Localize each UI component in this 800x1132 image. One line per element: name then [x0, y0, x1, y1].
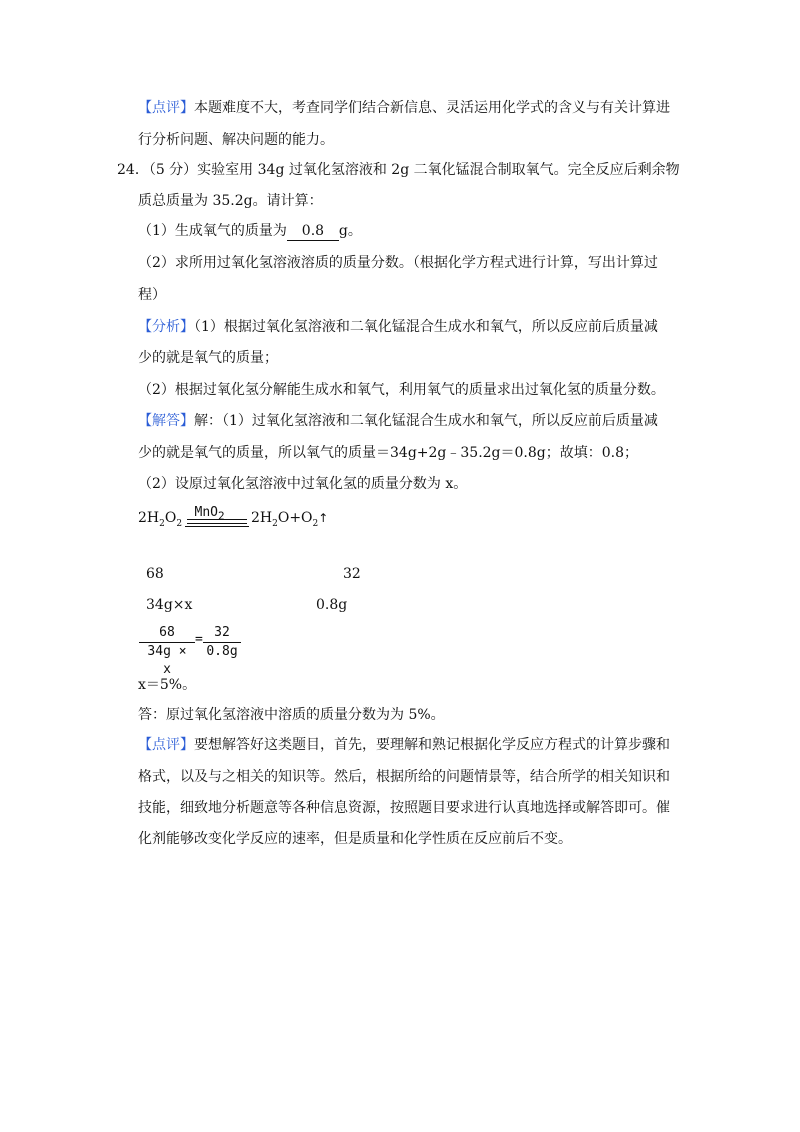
proportion-fraction-left: [139, 624, 195, 679]
molar-mass-o2: 32: [343, 566, 361, 582]
review1-line2: 行分析问题、解决问题的能力。: [138, 132, 334, 148]
proportion-fraction-right: [203, 624, 241, 661]
review-tag: 【点评】: [138, 737, 194, 753]
review-tag: 【点评】: [138, 100, 194, 116]
question-number: 24．: [117, 162, 149, 178]
fraction-right-numerator: 32: [203, 624, 241, 643]
review2-line2: 格式，以及与之相关的知识等。然后，根据所给的问题情景等，结合所学的相关知识和: [138, 769, 670, 785]
answer-line2: 少的就是氧气的质量，所以氧气的质量＝34g+2g﹣35.2g＝0.8g；故填：0.8；: [138, 445, 638, 461]
reactant: $2H_2O_2$: [138, 510, 183, 529]
question-part2-line2: 程）: [138, 287, 166, 303]
question-text: （5 分）实验室用 34g 过氧化氢溶液和 2g 二氧化锰混合制取氧气。完全反应后剩余物: [148, 162, 680, 178]
analysis-line3: （2）根据过氧化氢分解能生成水和氧气，利用氧气的质量求出过氧化氢的质量分数。: [138, 382, 665, 398]
part1-prefix: （1）生成氧气的质量为: [138, 223, 287, 239]
question-part1: [138, 221, 362, 241]
catalyst-over-double-line: [187, 506, 247, 530]
result-line: x＝5%。: [138, 677, 197, 693]
review-text: 本题难度不大，考查同学们结合新信息、灵活运用化学式的含义与有关计算进: [194, 100, 670, 116]
products: $2H_2O+O_2↑$: [250, 510, 329, 529]
review1-line1: [138, 98, 670, 118]
proportion-equals: =: [195, 632, 203, 647]
catalyst-label: MnO$_2$: [194, 505, 225, 523]
fraction-right-denominator: 0.8g: [206, 644, 238, 659]
question-line1: [117, 160, 680, 180]
part1-answer-blank: 0.8: [287, 222, 339, 241]
analysis-line2: 少的就是氧气的质量；: [138, 350, 278, 366]
review-text: 要想解答好这类题目，首先，要理解和熟记根据化学反应方程式的计算步骤和: [194, 737, 670, 753]
quantity-h2o2: 34g×x: [146, 597, 193, 613]
answer-tag: 【解答】: [138, 413, 194, 429]
answer-line3: （2）设原过氧化氢溶液中过氧化氢的质量分数为 x。: [138, 476, 468, 492]
answer-line1: [138, 411, 658, 431]
analysis-tag: 【分析】: [138, 319, 194, 335]
conclusion-line: 答：原过氧化氢溶液中溶质的质量分数为为 5%。: [138, 707, 445, 723]
gas-arrow-icon: ↑: [318, 511, 329, 525]
reaction-bottom-line: [185, 526, 249, 527]
molar-mass-h2o2: 68: [146, 566, 164, 582]
reaction-double-line: [187, 519, 247, 524]
analysis-text: （1）根据过氧化氢溶液和二氧化锰混合生成水和氧气，所以反应前后质量减: [194, 319, 658, 335]
fraction-left-denominator: 34g × x: [147, 644, 187, 677]
question-line2: 质总质量为 35.2g。请计算：: [138, 193, 323, 209]
review2-line4: 化剂能够改变化学反应的速率，但是质量和化学性质在反应前后不变。: [138, 831, 572, 847]
part1-suffix: g。: [338, 223, 362, 239]
fraction-left-numerator: 68: [139, 624, 195, 643]
answer-text: 解：（1）过氧化氢溶液和二氧化锰混合生成水和氧气，所以反应前后质量减: [194, 413, 658, 429]
question-part2-line1: （2）求所用过氧化氢溶液溶质的质量分数。（根据化学方程式进行计算，写出计算过: [138, 255, 658, 271]
review2-line3: 技能，细致地分析题意等各种信息资源，按照题目要求进行认真地选择或解答即可。催: [138, 800, 670, 816]
quantity-o2: 0.8g: [316, 597, 348, 613]
review2-line1: [138, 735, 670, 755]
analysis-line1: [138, 317, 658, 337]
chemical-equation: [138, 506, 328, 534]
